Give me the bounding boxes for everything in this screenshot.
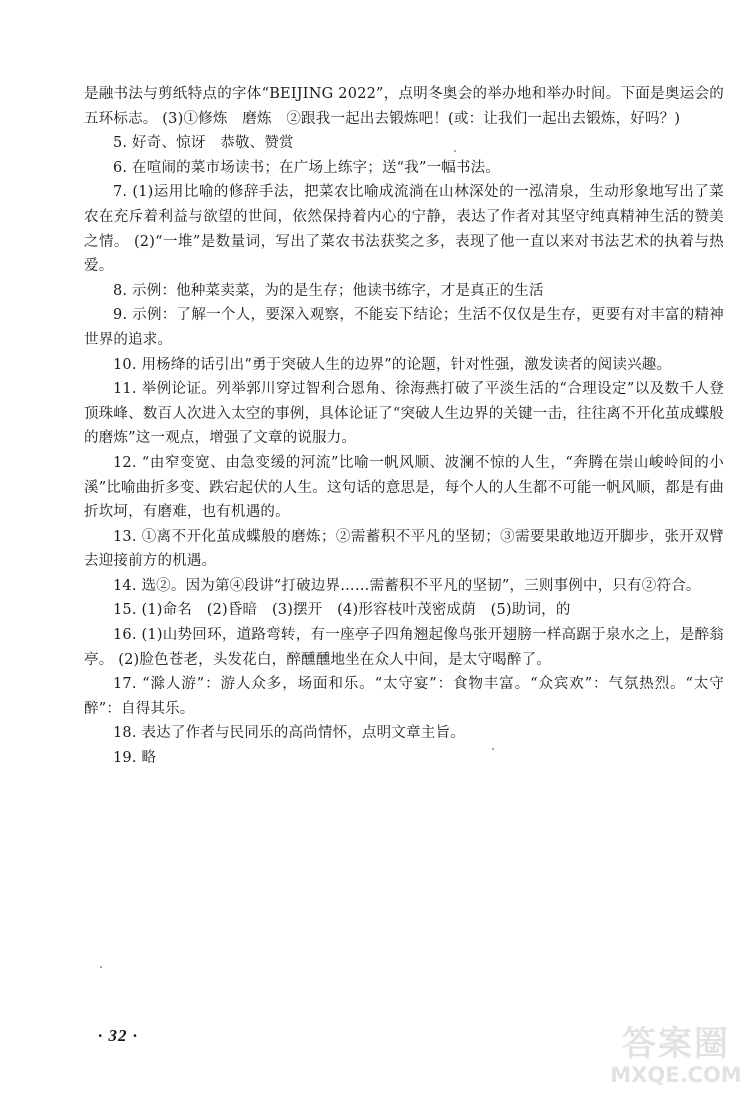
answer-18: 18. 表达了作者与民同乐的高尚情怀，点明文章主旨。: [113, 725, 465, 742]
scan-speck: [454, 150, 456, 152]
watermark-bottom-text: MXQE.COM: [610, 1063, 742, 1087]
answer-16: 16. (1)山势回环，道路弯转，有一座亭子四角翘起像鸟张开翅膀一样高踞于泉水之上，是醉翁亭。 (2)脸色苍老，头发花白，醉醺醺地坐在众人中间，是太守喝醉了。: [84, 627, 724, 668]
watermark-top-text: 答案圈: [622, 1024, 730, 1064]
answer-13: 13. ①离不开化茧成蝶般的磨炼；②需蓄积不平凡的坚韧；③需要果敢地迈开脚步，张开双臂去迎接前方的机遇。: [84, 528, 724, 570]
answer-9: 9. 示例：了解一个人，要深入观察，不能妄下结论；生活不仅仅是生存，更要有对丰富的精神世界的追求。: [84, 307, 724, 348]
answer-12: 12. “由窄变宽、由急变缓的河流”比喻一帆风顺、波澜不惊的人生，“奔腾在崇山峻岭间的小溪”比喻曲折多变、跌宕起伏的人生。这句话的意思是，每个人的人生都不可能一帆风顺，都是有曲折坎坷，有磨难，也有机遇的。: [84, 454, 724, 521]
answer-15: 15. (1)命名 (2)昏暗 (3)摆开 (4)形容枝叶茂密成荫 (5)助词，的: [113, 602, 571, 619]
answer-19: 19. 略: [113, 750, 157, 767]
answer-11: 11. 举例论证。列举郭川穿过智利合恩角、徐海燕打破了平淡生活的“合理设定”以及数千人登顶珠峰、数百人次进入太空的事例，具体论证了“突破人生边界的关键一击，往往离不开化茧成蝶般的磨炼”这一观点，增强了文章的说服力。: [84, 381, 724, 447]
scan-speck: [492, 748, 494, 750]
answer-page-body: [84, 82, 724, 771]
answer-continuation: 是融书法与剪纸特点的字体“BEIJING 2022”，点明冬奥会的举办地和举办时间。下面是奥运会的五环标志。 (3)①修炼 磨炼 ②跟我一起出去锻炼吧！(或：让我们一起出去锻炼，好吗？): [84, 86, 724, 127]
answer-10: 10. 用杨绛的话引出“勇于突破人生的边界”的论题，针对性强，激发读者的阅读兴趣。: [113, 356, 672, 373]
watermark-logo: [608, 1025, 744, 1097]
answer-8: 8. 示例：他种菜卖菜，为的是生存；他读书练字，才是真正的生活: [113, 282, 544, 299]
page-number: · 32 ·: [98, 1026, 138, 1045]
scan-speck: [100, 966, 102, 968]
answer-17: 17. “滁人游”：游人众多，场面和乐。“太守宴”：食物丰富。“众宾欢”：气氛热烈。“太守醉”：自得其乐。: [84, 676, 724, 717]
answer-7: 7. (1)运用比喻的修辞手法，把菜农比喻成流淌在山林深处的一泓清泉，生动形象地写出了菜农在充斥着利益与欲望的世间，依然保持着内心的宁静，表达了作者对其坚守纯真精神生活的赞美之情。 (2)“一堆”是数量词，写出了菜农书法获奖之多，表现了他一直以来对书法艺术的执着与热爱。: [84, 184, 724, 275]
answer-6: 6. 在喧闹的菜市场读书；在广场上练字；送“我”一幅书法。: [113, 159, 501, 176]
answer-14: 14. 选②。因为第④段讲“打破边界……需蓄积不平凡的坚韧”，三则事例中，只有②符合。: [113, 577, 701, 594]
answer-5: 5. 好奇、惊讶 恭敬、赞赏: [113, 135, 294, 152]
